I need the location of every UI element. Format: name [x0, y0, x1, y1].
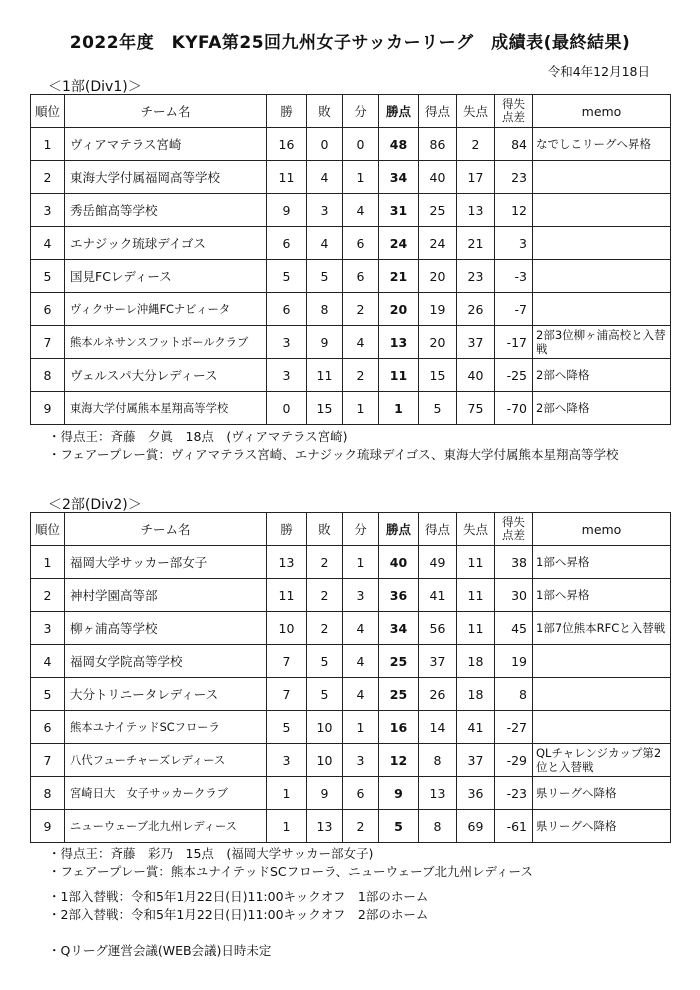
memo-cell: 2部へ降格: [533, 359, 671, 392]
rank-cell: 8: [31, 777, 65, 810]
top-scorer-note: ・得点王：斉藤 夕眞 18点 (ヴィアマテラス宮崎): [48, 429, 348, 444]
team-name-cell: 秀岳館高等学校: [65, 194, 267, 227]
document-date: 令和4年12月18日: [547, 64, 650, 79]
draws-cell: 1: [343, 161, 379, 194]
points-cell: 1: [379, 392, 419, 425]
draws-cell: 2: [343, 810, 379, 843]
table-row: [31, 227, 671, 260]
goal-difference-cell: -25: [495, 359, 533, 392]
wins-cell: 11: [267, 579, 307, 612]
header-team: チーム名: [65, 513, 267, 546]
header-points: 勝点: [379, 95, 419, 128]
goals-for-cell: 15: [419, 359, 457, 392]
losses-cell: 5: [307, 645, 343, 678]
header-win: 勝: [267, 513, 307, 546]
losses-cell: 8: [307, 293, 343, 326]
goals-for-cell: 8: [419, 810, 457, 843]
memo-cell: [533, 711, 671, 744]
spacer: [48, 924, 428, 942]
memo-cell: 1部へ昇格: [533, 546, 671, 579]
goals-against-cell: 36: [457, 777, 495, 810]
memo-cell: [533, 194, 671, 227]
playoff-notes: [48, 888, 428, 960]
table-row: [31, 359, 671, 392]
rank-cell: 8: [31, 359, 65, 392]
losses-cell: 2: [307, 546, 343, 579]
top-scorer-note: ・得点王：斉藤 彩乃 15点 (福岡大学サッカー部女子): [48, 846, 374, 861]
wins-cell: 16: [267, 128, 307, 161]
goals-for-cell: 20: [419, 326, 457, 359]
memo-cell: 2部3位柳ヶ浦高校と入替戦: [533, 326, 671, 359]
draws-cell: 4: [343, 645, 379, 678]
team-name-cell: 熊本ルネサンスフットボールクラブ: [65, 326, 267, 359]
draws-cell: 3: [343, 579, 379, 612]
wins-cell: 5: [267, 711, 307, 744]
rank-cell: 9: [31, 392, 65, 425]
goals-for-cell: 41: [419, 579, 457, 612]
goal-difference-cell: 84: [495, 128, 533, 161]
header-goal-difference: 得失点差: [495, 513, 533, 546]
rank-cell: 1: [31, 546, 65, 579]
points-cell: 21: [379, 260, 419, 293]
goal-difference-cell: 23: [495, 161, 533, 194]
goals-against-cell: 11: [457, 546, 495, 579]
header-points: 勝点: [379, 513, 419, 546]
rank-cell: 2: [31, 161, 65, 194]
points-cell: 48: [379, 128, 419, 161]
wins-cell: 9: [267, 194, 307, 227]
memo-cell: [533, 678, 671, 711]
draws-cell: 1: [343, 392, 379, 425]
goals-for-cell: 19: [419, 293, 457, 326]
goal-difference-cell: -27: [495, 711, 533, 744]
losses-cell: 4: [307, 161, 343, 194]
goal-difference-cell: 12: [495, 194, 533, 227]
losses-cell: 5: [307, 260, 343, 293]
goals-against-cell: 37: [457, 326, 495, 359]
wins-cell: 11: [267, 161, 307, 194]
goals-against-cell: 11: [457, 612, 495, 645]
rank-cell: 2: [31, 579, 65, 612]
team-name-cell: 八代フューチャーズレディース: [65, 744, 267, 777]
team-name-cell: 東海大学付属福岡高等学校: [65, 161, 267, 194]
div2-playoff-note: ・2部入替戦：令和5年1月22日(日)11:00キックオフ 2部のホーム: [48, 907, 429, 922]
wins-cell: 6: [267, 293, 307, 326]
goals-for-cell: 14: [419, 711, 457, 744]
header-goals-for: 得点: [419, 95, 457, 128]
rank-cell: 4: [31, 645, 65, 678]
div1-standings-table: [30, 94, 671, 425]
points-cell: 40: [379, 546, 419, 579]
points-cell: 13: [379, 326, 419, 359]
goals-against-cell: 23: [457, 260, 495, 293]
table-row: [31, 161, 671, 194]
goal-difference-cell: 45: [495, 612, 533, 645]
div1-label: ＜1部(Div1)＞: [48, 79, 142, 95]
table-row: [31, 678, 671, 711]
rank-cell: 5: [31, 260, 65, 293]
draws-cell: 1: [343, 711, 379, 744]
table-header-row: [31, 513, 671, 546]
goals-against-cell: 17: [457, 161, 495, 194]
memo-cell: QLチャレンジカップ第2位と入替戦: [533, 744, 671, 777]
rank-cell: 9: [31, 810, 65, 843]
document-title: 2022年度 KYFA第25回九州女子サッカーリーグ 成績表(最終結果): [69, 33, 631, 53]
team-name-cell: ヴィアマテラス宮崎: [65, 128, 267, 161]
header-goals-against: 失点: [457, 513, 495, 546]
team-name-cell: 福岡女学院高等学校: [65, 645, 267, 678]
points-cell: 36: [379, 579, 419, 612]
draws-cell: 1: [343, 546, 379, 579]
team-name-cell: 大分トリニータレディース: [65, 678, 267, 711]
rank-cell: 3: [31, 612, 65, 645]
header-memo: memo: [533, 513, 671, 546]
goals-against-cell: 40: [457, 359, 495, 392]
losses-cell: 10: [307, 711, 343, 744]
goals-for-cell: 49: [419, 546, 457, 579]
draws-cell: 6: [343, 260, 379, 293]
team-name-cell: 東海大学付属熊本星翔高等学校: [65, 392, 267, 425]
header-goal-difference: 得失点差: [495, 95, 533, 128]
header-team: チーム名: [65, 95, 267, 128]
goals-against-cell: 18: [457, 678, 495, 711]
points-cell: 34: [379, 612, 419, 645]
goals-for-cell: 26: [419, 678, 457, 711]
draws-cell: 6: [343, 227, 379, 260]
goals-against-cell: 69: [457, 810, 495, 843]
goal-difference-cell: 38: [495, 546, 533, 579]
points-cell: 11: [379, 359, 419, 392]
draws-cell: 2: [343, 359, 379, 392]
header-rank: 順位: [31, 513, 65, 546]
header-goals-for: 得点: [419, 513, 457, 546]
div2-notes: [48, 845, 533, 881]
div2-label: ＜2部(Div2)＞: [48, 497, 142, 513]
rank-cell: 7: [31, 326, 65, 359]
goals-for-cell: 5: [419, 392, 457, 425]
memo-cell: 県リーグへ降格: [533, 777, 671, 810]
goal-difference-cell: -23: [495, 777, 533, 810]
goal-difference-cell: -17: [495, 326, 533, 359]
table-row: [31, 326, 671, 359]
rank-cell: 6: [31, 711, 65, 744]
draws-cell: 4: [343, 612, 379, 645]
wins-cell: 1: [267, 777, 307, 810]
memo-cell: 県リーグへ降格: [533, 810, 671, 843]
wins-cell: 7: [267, 678, 307, 711]
wins-cell: 1: [267, 810, 307, 843]
rank-cell: 5: [31, 678, 65, 711]
team-name-cell: ニューウェーブ北九州レディース: [65, 810, 267, 843]
table-row: [31, 579, 671, 612]
goals-for-cell: 56: [419, 612, 457, 645]
header-loss: 敗: [307, 513, 343, 546]
goals-against-cell: 26: [457, 293, 495, 326]
team-name-cell: 国見FCレディース: [65, 260, 267, 293]
wins-cell: 3: [267, 326, 307, 359]
div1-notes: [48, 428, 619, 464]
points-cell: 20: [379, 293, 419, 326]
rank-cell: 7: [31, 744, 65, 777]
goals-for-cell: 86: [419, 128, 457, 161]
memo-cell: 2部へ降格: [533, 392, 671, 425]
memo-cell: [533, 293, 671, 326]
header-draw: 分: [343, 513, 379, 546]
losses-cell: 2: [307, 579, 343, 612]
wins-cell: 3: [267, 744, 307, 777]
points-cell: 5: [379, 810, 419, 843]
fair-play-note: ・フェアープレー賞：熊本ユナイテッドSCフローラ、ニューウェーブ北九州レディース: [48, 864, 533, 879]
team-name-cell: 福岡大学サッカー部女子: [65, 546, 267, 579]
goal-difference-cell: -3: [495, 260, 533, 293]
goals-for-cell: 13: [419, 777, 457, 810]
goal-difference-cell: 19: [495, 645, 533, 678]
points-cell: 25: [379, 645, 419, 678]
goals-against-cell: 75: [457, 392, 495, 425]
goals-for-cell: 25: [419, 194, 457, 227]
memo-cell: [533, 227, 671, 260]
draws-cell: 4: [343, 326, 379, 359]
team-name-cell: ヴィクサーレ沖縄FCナビィータ: [65, 293, 267, 326]
points-cell: 34: [379, 161, 419, 194]
table-row: [31, 128, 671, 161]
meeting-note: ・Qリーグ運営会議(WEB会議)日時未定: [48, 943, 272, 958]
team-name-cell: 熊本ユナイテッドSCフローラ: [65, 711, 267, 744]
wins-cell: 7: [267, 645, 307, 678]
goals-against-cell: 2: [457, 128, 495, 161]
points-cell: 24: [379, 227, 419, 260]
goals-against-cell: 13: [457, 194, 495, 227]
wins-cell: 13: [267, 546, 307, 579]
wins-cell: 3: [267, 359, 307, 392]
points-cell: 25: [379, 678, 419, 711]
goals-for-cell: 8: [419, 744, 457, 777]
wins-cell: 0: [267, 392, 307, 425]
losses-cell: 0: [307, 128, 343, 161]
div1-playoff-note: ・1部入替戦：令和5年1月22日(日)11:00キックオフ 1部のホーム: [48, 889, 429, 904]
wins-cell: 10: [267, 612, 307, 645]
header-loss: 敗: [307, 95, 343, 128]
memo-cell: [533, 161, 671, 194]
table-row: [31, 546, 671, 579]
header-win: 勝: [267, 95, 307, 128]
div2-standings-table: [30, 512, 671, 843]
goal-difference-cell: 3: [495, 227, 533, 260]
draws-cell: 3: [343, 744, 379, 777]
table-row: [31, 711, 671, 744]
table-row: [31, 194, 671, 227]
memo-cell: [533, 260, 671, 293]
goal-difference-cell: 30: [495, 579, 533, 612]
draws-cell: 0: [343, 128, 379, 161]
points-cell: 31: [379, 194, 419, 227]
team-name-cell: エナジック琉球デイゴス: [65, 227, 267, 260]
losses-cell: 9: [307, 777, 343, 810]
memo-cell: 1部へ昇格: [533, 579, 671, 612]
goal-difference-cell: 8: [495, 678, 533, 711]
rank-cell: 6: [31, 293, 65, 326]
table-row: [31, 260, 671, 293]
goals-against-cell: 37: [457, 744, 495, 777]
goals-against-cell: 21: [457, 227, 495, 260]
memo-cell: なでしこリーグへ昇格: [533, 128, 671, 161]
header-rank: 順位: [31, 95, 65, 128]
draws-cell: 4: [343, 678, 379, 711]
team-name-cell: ヴェルスパ大分レディース: [65, 359, 267, 392]
goal-difference-cell: -61: [495, 810, 533, 843]
goal-difference-cell: -70: [495, 392, 533, 425]
losses-cell: 3: [307, 194, 343, 227]
table-row: [31, 645, 671, 678]
points-cell: 16: [379, 711, 419, 744]
goals-against-cell: 41: [457, 711, 495, 744]
team-name-cell: 神村学園高等部: [65, 579, 267, 612]
draws-cell: 2: [343, 293, 379, 326]
rank-cell: 3: [31, 194, 65, 227]
table-row: [31, 777, 671, 810]
table-header-row: [31, 95, 671, 128]
team-name-cell: 柳ヶ浦高等学校: [65, 612, 267, 645]
draws-cell: 6: [343, 777, 379, 810]
goals-for-cell: 37: [419, 645, 457, 678]
fair-play-note: ・フェアープレー賞：ヴィアマテラス宮崎、エナジック琉球デイゴス、東海大学付属熊本星翔高等学校: [48, 447, 619, 462]
losses-cell: 9: [307, 326, 343, 359]
wins-cell: 5: [267, 260, 307, 293]
losses-cell: 4: [307, 227, 343, 260]
goal-difference-cell: -7: [495, 293, 533, 326]
losses-cell: 2: [307, 612, 343, 645]
memo-cell: 1部7位熊本RFCと入替戦: [533, 612, 671, 645]
draws-cell: 4: [343, 194, 379, 227]
points-cell: 12: [379, 744, 419, 777]
goals-for-cell: 40: [419, 161, 457, 194]
losses-cell: 15: [307, 392, 343, 425]
wins-cell: 6: [267, 227, 307, 260]
team-name-cell: 宮崎日大 女子サッカークラブ: [65, 777, 267, 810]
table-row: [31, 392, 671, 425]
header-draw: 分: [343, 95, 379, 128]
points-cell: 9: [379, 777, 419, 810]
table-row: [31, 293, 671, 326]
losses-cell: 13: [307, 810, 343, 843]
rank-cell: 1: [31, 128, 65, 161]
table-row: [31, 810, 671, 843]
goals-for-cell: 24: [419, 227, 457, 260]
memo-cell: [533, 645, 671, 678]
goals-against-cell: 11: [457, 579, 495, 612]
table-row: [31, 612, 671, 645]
losses-cell: 5: [307, 678, 343, 711]
goals-against-cell: 18: [457, 645, 495, 678]
table-row: [31, 744, 671, 777]
losses-cell: 11: [307, 359, 343, 392]
header-goals-against: 失点: [457, 95, 495, 128]
rank-cell: 4: [31, 227, 65, 260]
goals-for-cell: 20: [419, 260, 457, 293]
goal-difference-cell: -29: [495, 744, 533, 777]
header-memo: memo: [533, 95, 671, 128]
losses-cell: 10: [307, 744, 343, 777]
